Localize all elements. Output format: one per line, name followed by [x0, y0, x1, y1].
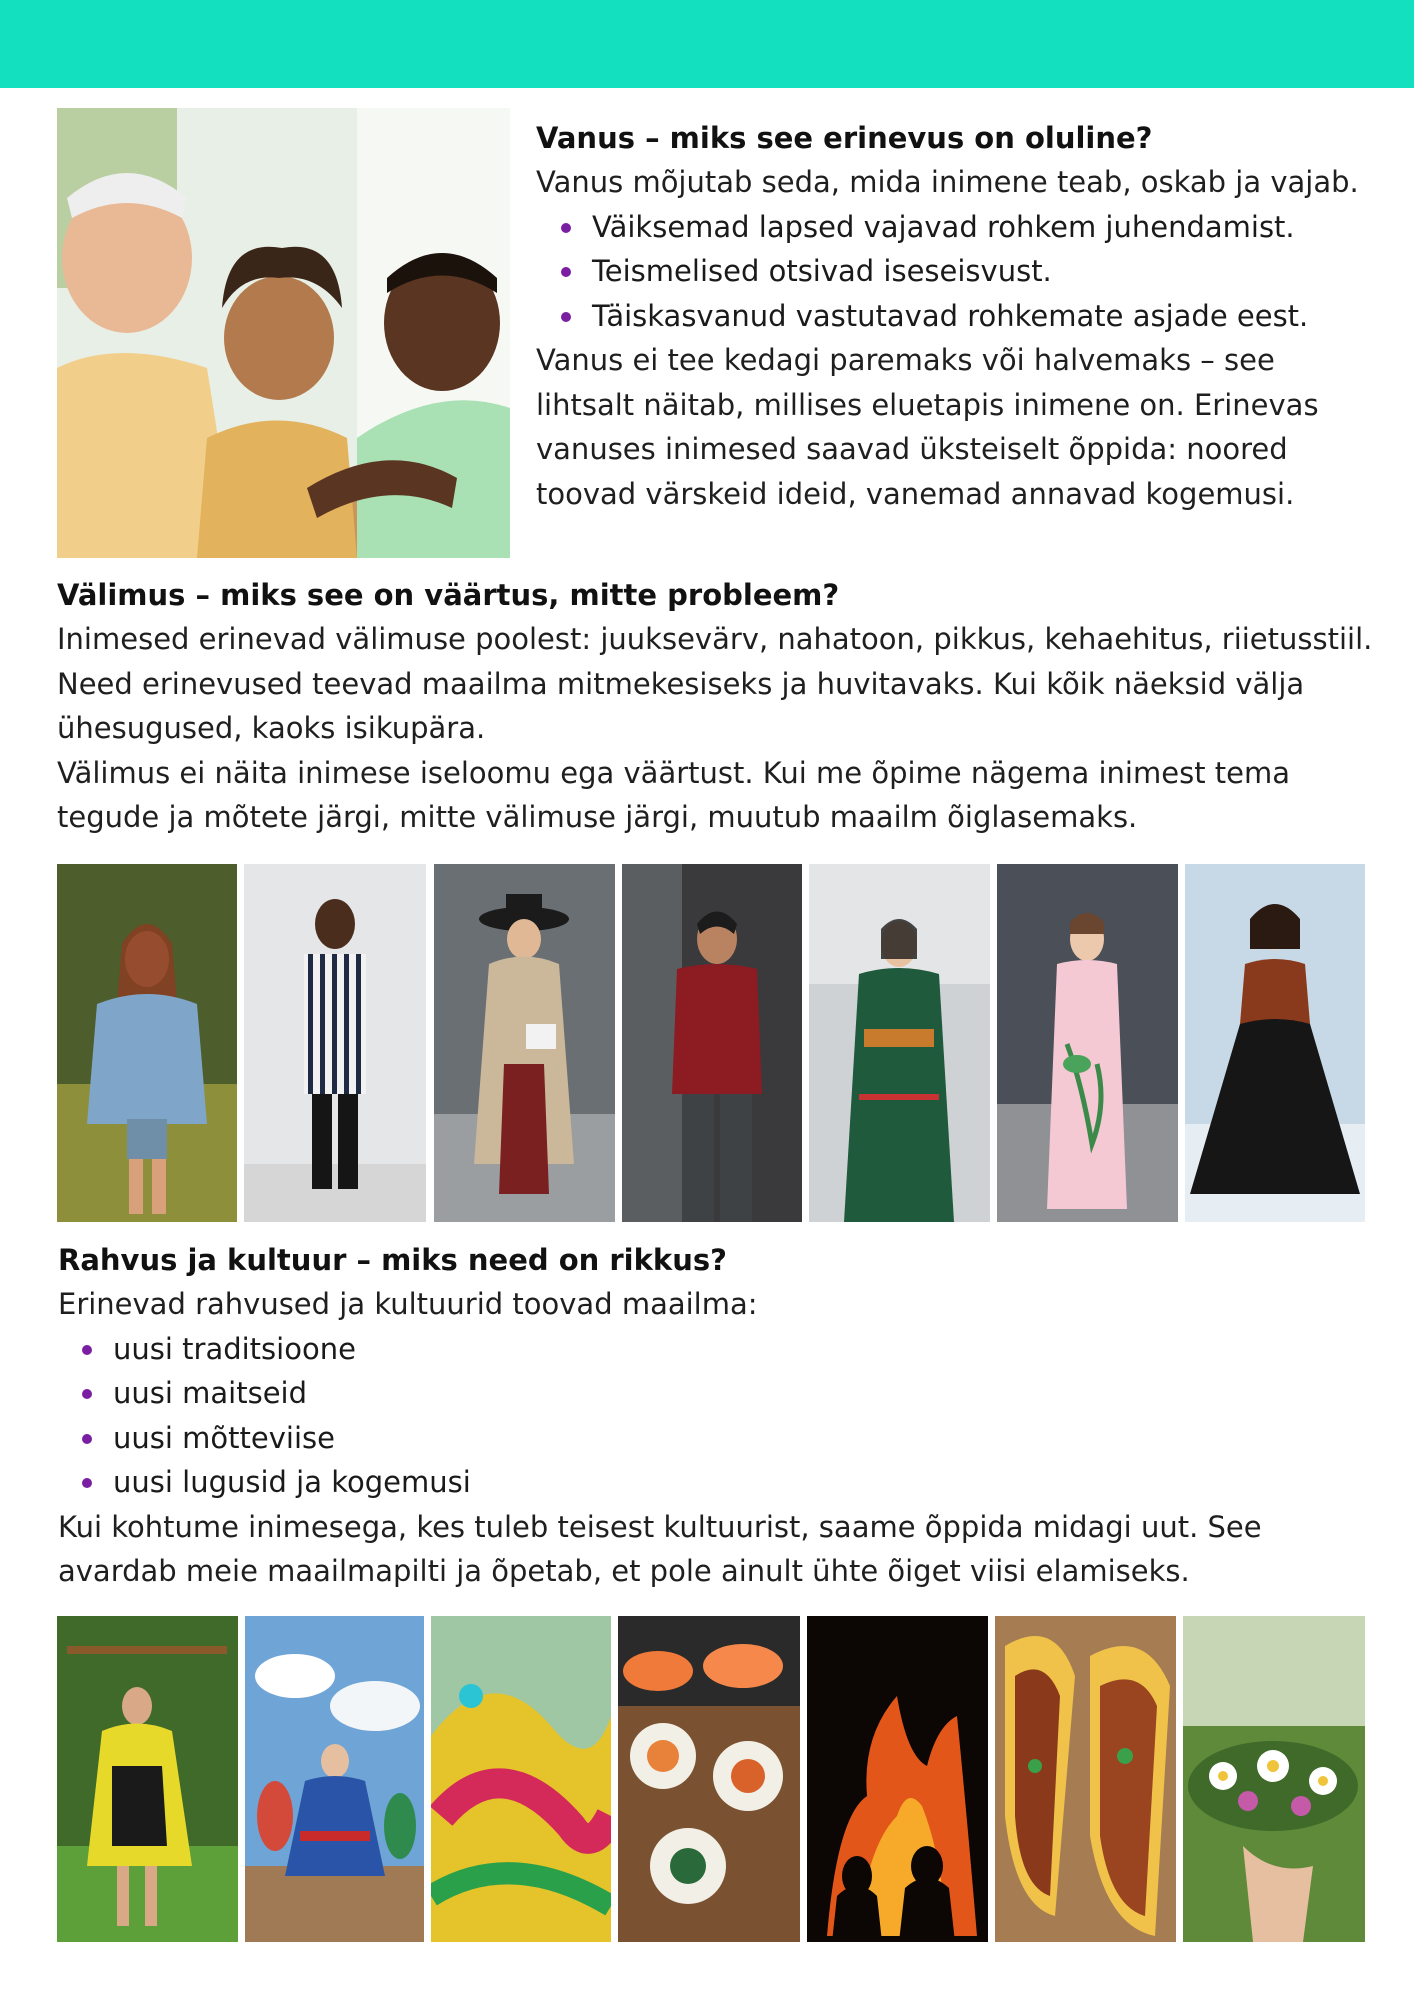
appearance-heading: Välimus – miks see on väärtus, mitte probleem? — [57, 578, 840, 612]
bullet-icon — [561, 312, 571, 322]
photo-woman-hat-coat — [434, 864, 615, 1222]
list-item: uusi lugusid ja kogemusi — [113, 1460, 1378, 1505]
photo-man-red-shirt — [622, 864, 802, 1222]
culture-outro: Kui kohtume inimesega, kes tuleb teisest kultuurist, saame õppida midagi uut. See avardab meie maailmapilti ja õpetab, et pole ainult ühte õiget viisi elamiseks. — [58, 1509, 1262, 1588]
culture-intro: Erinevad rahvused ja kultuurid toovad maailma: — [58, 1287, 758, 1321]
list-item: Teismelised otsivad iseseisvust. — [592, 249, 1366, 294]
photo-woman-green-robe — [809, 864, 990, 1222]
bullet-icon — [82, 1345, 92, 1355]
photo-man-striped — [244, 864, 426, 1222]
appearance-section — [57, 573, 1377, 840]
age-bullet-list — [536, 205, 1366, 339]
appearance-paragraph-1: Inimesed erinevad välimuse poolest: juuksevärv, nahatoon, pikkus, kehaehitus, riietusstiil. Need erinevused teevad maailma mitmekesiseks ja huvitavaks. Kui kõik näeksid välja ühesugused, kaoks isikupära. — [57, 622, 1373, 745]
culture-bullet-list — [58, 1327, 1378, 1505]
photo-woman-victorian-dress — [1185, 864, 1365, 1222]
bullet-icon — [82, 1434, 92, 1444]
bullet-icon — [82, 1389, 92, 1399]
list-item: uusi traditsioone — [113, 1327, 1378, 1372]
list-item: uusi maitseid — [113, 1371, 1378, 1416]
bullet-icon — [561, 223, 571, 233]
photo-dancer-yellow — [57, 1616, 238, 1942]
age-section — [536, 116, 1366, 516]
bullet-icon — [561, 267, 571, 277]
appearance-paragraph-2: Välimus ei näita inimese iseloomu ega väärtust. Kui me õpime nägema inimest tema tegude ja mõtete järgi, mitte välimuse järgi, muutub maailm õiglasemaks. — [57, 755, 1291, 834]
age-intro: Vanus mõjutab seda, mida inimene teab, oskab ja vajab. — [536, 165, 1359, 199]
bullet-icon — [82, 1478, 92, 1488]
photo-sushi — [618, 1616, 800, 1942]
photo-flower-wreath — [1183, 1616, 1365, 1942]
list-item: Väiksemad lapsed vajavad rohkem juhendamist. — [592, 205, 1366, 250]
age-outro: Vanus ei tee kedagi paremaks või halvemaks – see lihtsalt näitab, millises eluetapis inimene on. Erinevas vanuses inimesed saavad üksteiselt õppida: noored toovad värskeid ideid, vanemad annavad kogemusi. — [536, 343, 1319, 511]
culture-section — [58, 1238, 1378, 1594]
photo-woman-kimono — [57, 864, 237, 1222]
culture-heading: Rahvus ja kultuur – miks need on rikkus? — [58, 1243, 727, 1277]
photo-tacos — [995, 1616, 1176, 1942]
photo-dragon-parade-image — [431, 1616, 611, 1942]
list-item: Täiskasvanud vastutavad rohkemate asjade eest. — [592, 294, 1366, 339]
top-accent-bar — [0, 0, 1414, 88]
photo-bonfire — [807, 1616, 988, 1942]
age-heading: Vanus – miks see erinevus on oluline? — [536, 121, 1153, 155]
photo-woman-ao-dai — [997, 864, 1178, 1222]
photo-folk-dancers — [245, 1616, 424, 1942]
list-item: uusi mõtteviise — [113, 1416, 1378, 1461]
family-photo — [57, 108, 510, 558]
